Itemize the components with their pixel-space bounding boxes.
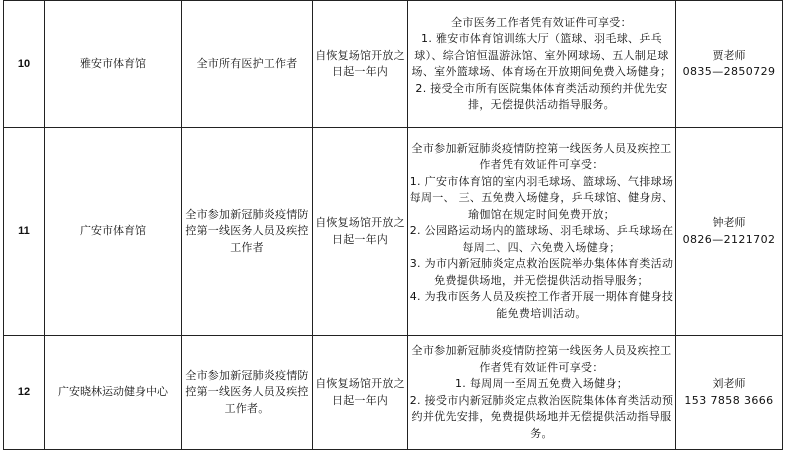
- benefit-line: 1. 雅安市体育馆训练大厅（篮球、羽毛球、乒乓球）、综合馆恒温游泳馆、室外网球场、五人制足球场、室外篮球场、体育场在开放期间免费入场健身；: [411, 32, 672, 78]
- contact-name: 贾老师: [712, 48, 746, 62]
- venue-name: 广安晓林运动健身中心: [45, 336, 182, 450]
- benefit-line: 4. 为我市医务人员及疾控工作者开展一期体育健身技能免费培训活动。: [409, 290, 674, 320]
- benefit-line: 1. 每周周一至周五免费入场健身；: [454, 377, 629, 390]
- eligible-people: 全市所有医护工作者: [182, 1, 313, 128]
- row-number: 10: [4, 1, 45, 128]
- contact-name: 钟老师: [712, 216, 746, 229]
- benefit-line: 2. 接受全市所有医院集体体育类活动预约并优先安排，无偿提供活动指导服务。: [415, 81, 668, 111]
- venue-name: 雅安市体育馆: [45, 1, 182, 128]
- contact-phone: 0835—2850729: [682, 65, 776, 78]
- benefit-line: 全市参加新冠肺炎疫情防控第一线医务人员及疾控工作者凭有效证件可享受：: [411, 344, 672, 374]
- benefit-details: [408, 128, 676, 336]
- venue-name: 广安市体育馆: [45, 128, 182, 336]
- valid-period: 自恢复场馆开放之日起一年内: [313, 336, 408, 450]
- benefit-details: [408, 336, 676, 450]
- valid-period: 自恢复场馆开放之日起一年内: [313, 1, 408, 128]
- contact-phone: 153 7858 3666: [684, 393, 774, 407]
- benefit-line: 1. 广安市体育馆的室内羽毛球场、篮球场、气排球场每周一、 三、五免费入场健身，乒乓球馆、健身房、瑜伽馆在规定时间免费开放；: [409, 174, 674, 221]
- contact-cell: [676, 1, 783, 128]
- contact-cell: [676, 336, 783, 450]
- table-row: [4, 1, 783, 128]
- contact-phone: 0826—2121702: [682, 232, 776, 246]
- eligible-people: 全市参加新冠肺炎疫情防控第一线医务人员及疾控工作者: [182, 128, 313, 336]
- row-number: 12: [4, 336, 45, 450]
- venue-benefits-table: [3, 0, 783, 450]
- contact-cell: [676, 128, 783, 336]
- benefit-details: [408, 1, 676, 128]
- valid-period: 自恢复场馆开放之日起一年内: [313, 128, 408, 336]
- benefit-line: 全市参加新冠肺炎疫情防控第一线医务人员及疾控工作者凭有效证件可享受：: [411, 141, 672, 172]
- table-row: [4, 128, 783, 336]
- eligible-people: 全市参加新冠肺炎疫情防控第一线医务人员及疾控工作者。: [182, 336, 313, 450]
- contact-name: 刘老师: [712, 377, 746, 390]
- benefit-line: 2. 公园路运动场内的篮球场、羽毛球场、乒乓球场在每周二、四、六免费入场健身；: [409, 224, 674, 254]
- benefit-line: 全市医务工作者凭有效证件可享受：: [451, 15, 632, 29]
- benefit-line: 3. 为市内新冠肺炎定点救治医院举办集体体育类活动免费提供场地，并无偿提供活动指导服务；: [409, 257, 674, 287]
- benefit-line: 2. 接受市内新冠肺炎定点救治医院集体体育类活动预约并优先安排，免费提供场地并无偿提供活动指导服务。: [409, 393, 674, 440]
- row-number: 11: [4, 128, 45, 336]
- table-row: [4, 336, 783, 450]
